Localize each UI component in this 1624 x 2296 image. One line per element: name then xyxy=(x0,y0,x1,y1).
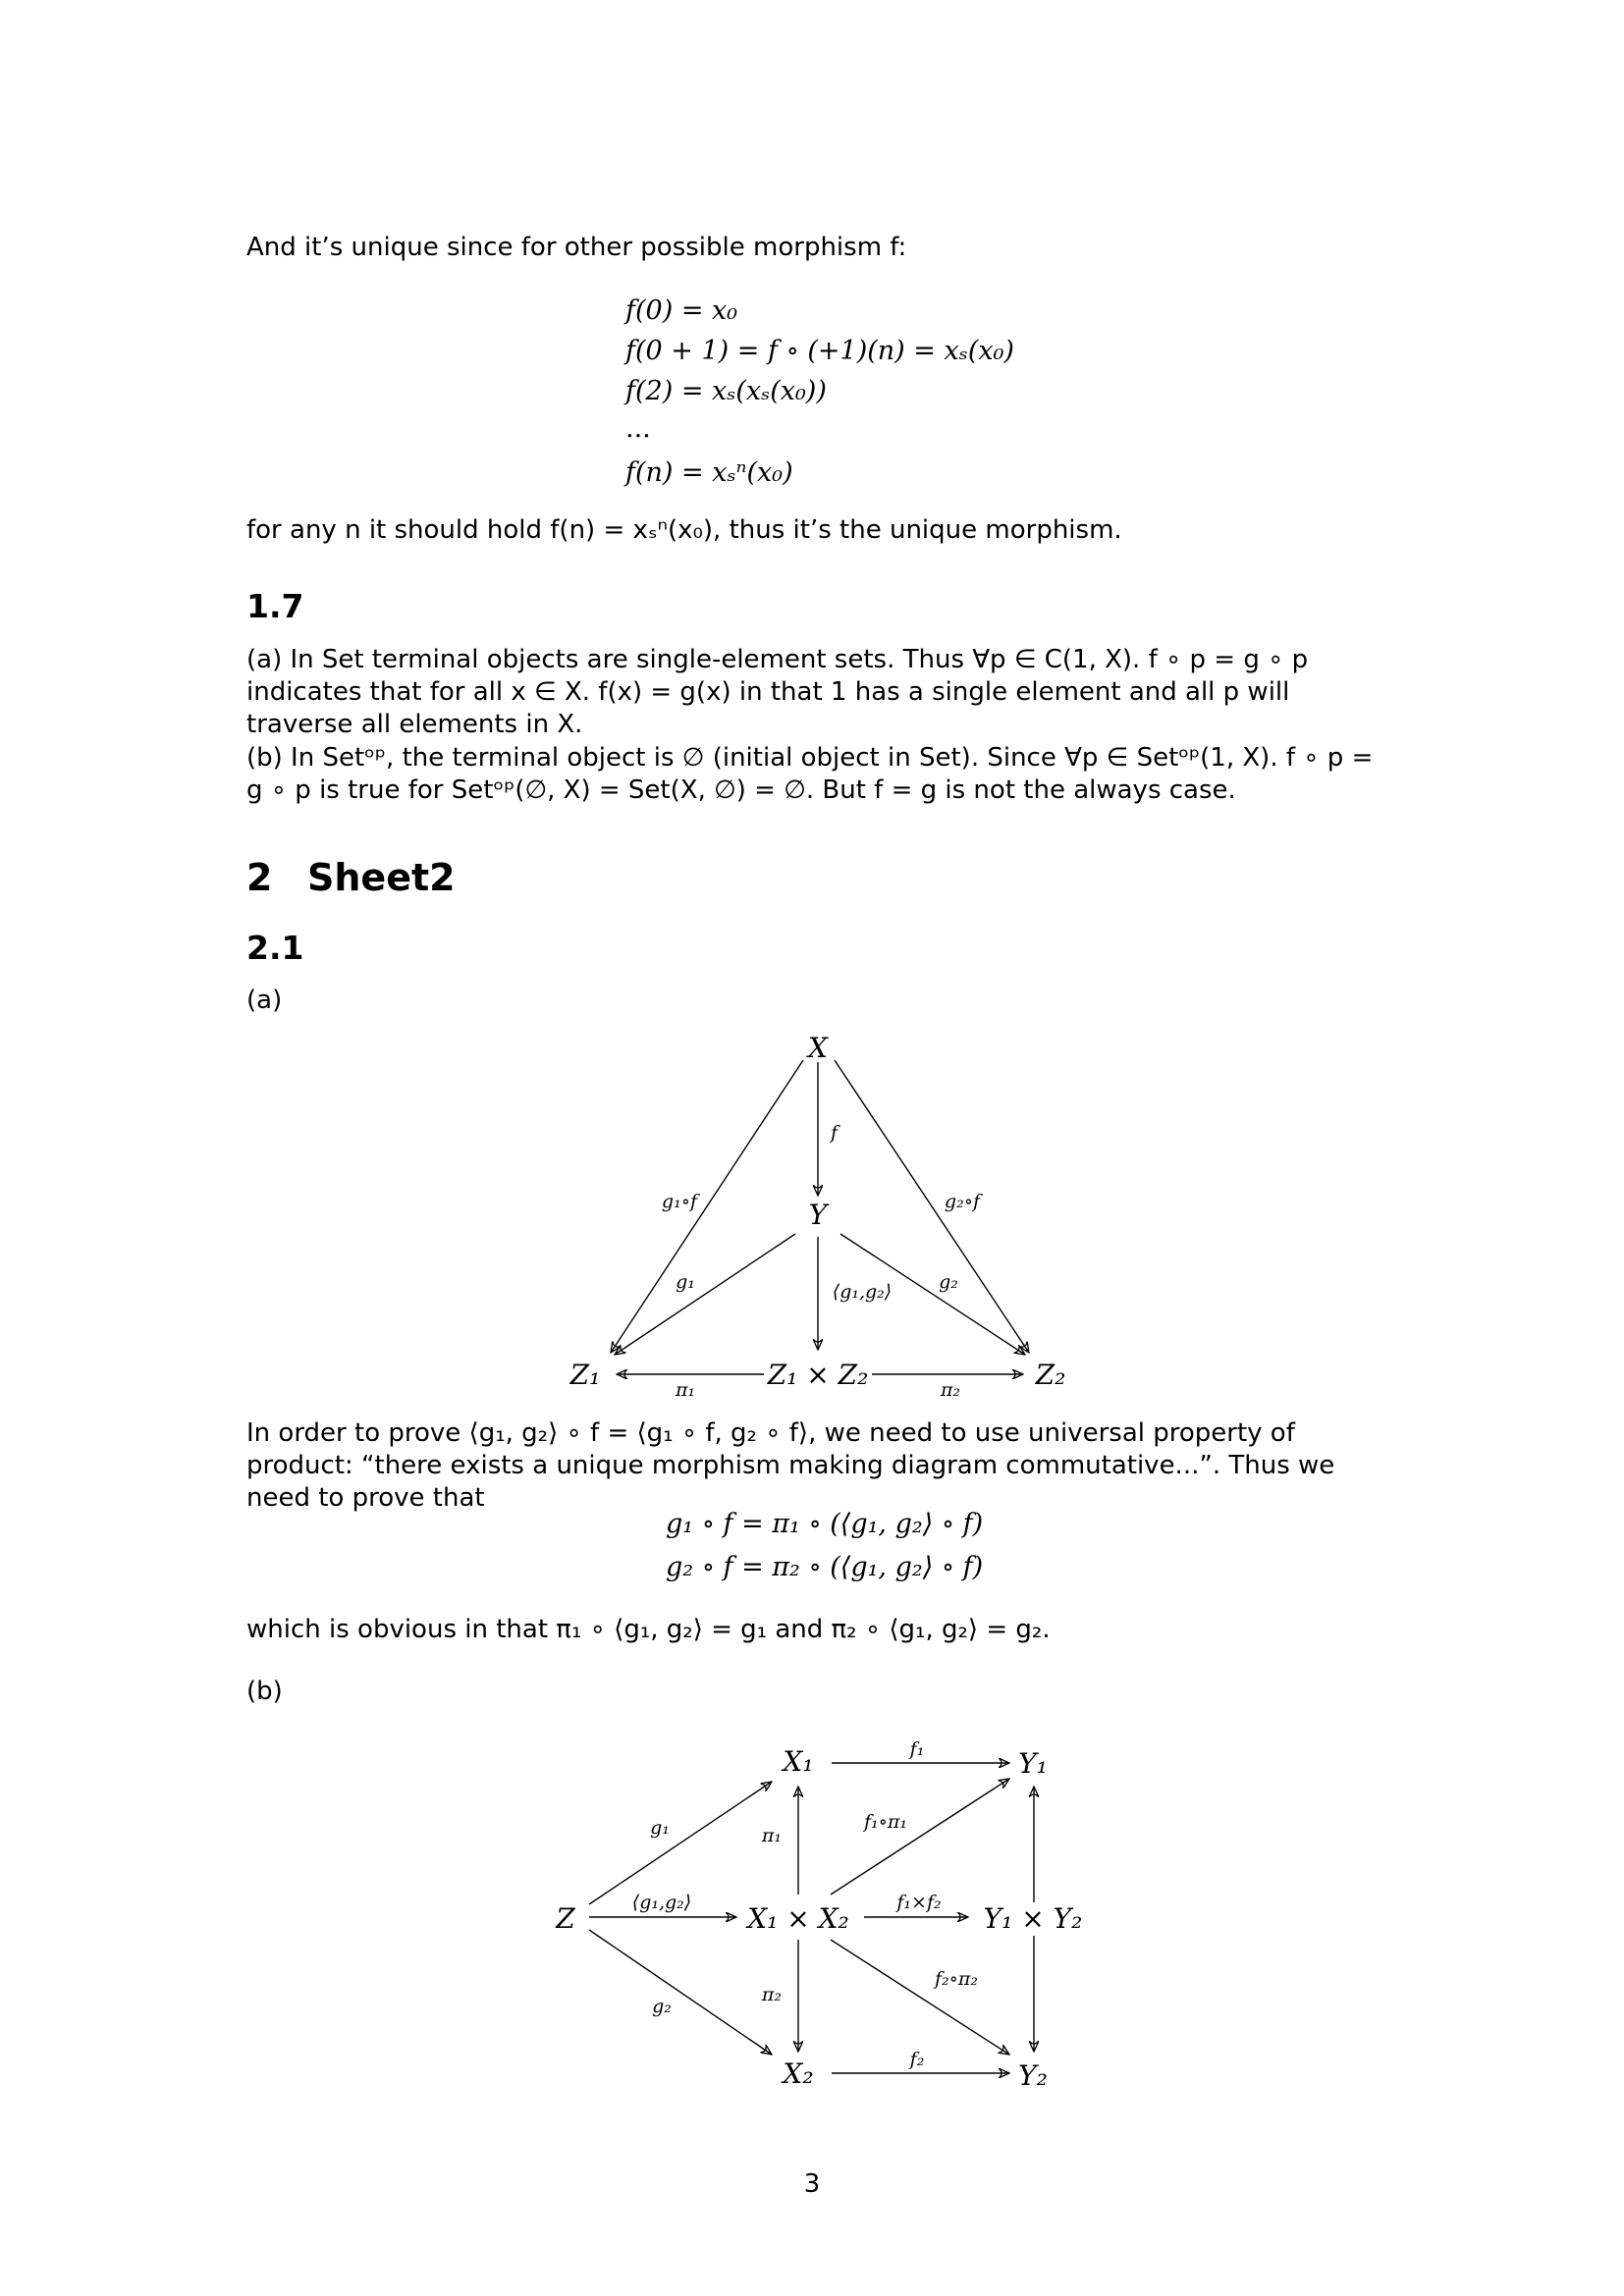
label-b: (b) xyxy=(246,1677,283,1706)
node-Z2: Z₂ xyxy=(1035,1359,1066,1391)
node-X: X xyxy=(808,1032,828,1064)
arrow-g2-b xyxy=(589,1930,772,2055)
node-X1: X₁ xyxy=(783,1745,814,1778)
label-g1: g₁ xyxy=(676,1271,695,1293)
node-Y1xY2: Y₁ × Y₂ xyxy=(983,1902,1083,1935)
obvious-text: which is obvious in that π₁ ∘ ⟨g₁, g₂⟩ = g₁ and π₂ ∘ ⟨g₁, g₂⟩ = g₂. xyxy=(246,1615,1051,1644)
label-f2: f₂ xyxy=(909,2049,925,2070)
label-pi1: π₁ xyxy=(675,1379,696,1401)
label-pairing: ⟨g₁,g₂⟩ xyxy=(832,1281,893,1303)
arrow-f1-circ-pi1 xyxy=(831,1779,1009,1895)
section-2-heading xyxy=(246,856,456,899)
arrow-g1-b xyxy=(589,1782,772,1904)
conclusion-text: for any n it should hold f(n) = xₛⁿ(x₀), thus it’s the unique morphism. xyxy=(246,515,1122,545)
node-Z1xZ2: Z₁ × Z₂ xyxy=(767,1359,869,1391)
label-f1-circ-pi1: f₁∘π₁ xyxy=(863,1811,908,1833)
intro-text xyxy=(246,232,1385,264)
node-Z1: Z₁ xyxy=(569,1359,601,1391)
label-g2-circ-f: g₂∘f xyxy=(944,1191,981,1212)
node-Y1: Y₁ xyxy=(1018,1747,1048,1780)
arrow-g1-circ-f xyxy=(611,1060,803,1353)
label-g2: g₂ xyxy=(939,1271,958,1293)
proof-eq-1: g₁ ∘ f = π₁ ∘ (⟨g₁, g₂⟩ ∘ f) xyxy=(666,1509,984,1539)
eq-line-2: f(0 + 1) = f ∘ (+1)(n) = xₛ(x₀) xyxy=(625,336,1014,366)
proof-eq-2: g₂ ∘ f = π₂ ∘ (⟨g₁, g₂⟩ ∘ f) xyxy=(666,1552,984,1582)
label-a: (a) xyxy=(246,986,283,1015)
section-2-title: Sheet2 xyxy=(307,856,456,899)
node-X2: X₂ xyxy=(783,2057,814,2090)
label-pi1-b: π₁ xyxy=(761,1825,782,1846)
label-f1: f₁ xyxy=(909,1738,925,1760)
eq-line-3: f(2) = xₛ(xₛ(x₀)) xyxy=(625,376,827,406)
commutative-diagram-a xyxy=(550,1031,1100,1404)
label-pi2: π₂ xyxy=(940,1379,961,1401)
commutative-diagram-b xyxy=(530,1728,1100,2101)
arrow-g1 xyxy=(615,1234,795,1355)
label-g1-circ-f: g₁∘f xyxy=(661,1191,698,1212)
proof-paragraph: In order to prove ⟨g₁, g₂⟩ ∘ f = ⟨g₁ ∘ f, g₂ ∘ f⟩, we need to use universal property of product: “there exists a unique morphism making diagram commutative...”. Thus we need to prove that xyxy=(246,1418,1335,1513)
section-2-1-heading: 2.1 xyxy=(246,929,304,967)
node-X1xX2: X₁ × X₂ xyxy=(747,1902,849,1935)
label-g2-b: g₂ xyxy=(652,1996,672,2017)
section-2-number: 2 xyxy=(246,856,273,899)
section-1-7-part-a: (a) In Set terminal objects are single-element sets. Thus ∀p ∈ C(1, X). f ∘ p = g ∘ p indicates that for all x ∈ X. f(x) = g(x) in that 1 has a single element and all p will traverse all elements in X. xyxy=(246,645,1309,739)
eq-line-5: f(n) = xₛⁿ(x₀) xyxy=(625,457,793,488)
node-Y2: Y₂ xyxy=(1018,2059,1048,2092)
label-pairing-b: ⟨g₁,g₂⟩ xyxy=(631,1892,692,1913)
label-f: f xyxy=(831,1122,839,1144)
label-f1xf2: f₁×f₂ xyxy=(896,1892,942,1913)
eq-line-1: f(0) = x₀ xyxy=(625,295,738,326)
label-f2-circ-pi2: f₂∘π₂ xyxy=(934,1968,979,1990)
node-Y: Y xyxy=(808,1199,828,1231)
section-1-7-heading: 1.7 xyxy=(246,587,304,625)
intro-text-content: And it’s unique since for other possible morphism f: xyxy=(246,233,907,262)
arrow-g2-circ-f xyxy=(832,1060,1029,1353)
node-Z: Z xyxy=(556,1902,575,1935)
label-pi2-b: π₂ xyxy=(761,1984,782,2005)
eq-line-4: ... xyxy=(625,413,651,444)
page-number: 3 xyxy=(803,2169,821,2199)
arrow-f2-circ-pi2 xyxy=(831,1940,1009,2055)
label-g1-b: g₁ xyxy=(650,1817,670,1839)
section-1-7-part-b: (b) In Setᵒᵖ, the terminal object is ∅ (initial object in Set). Since ∀p ∈ Setᵒᵖ(1, X). f ∘ p = g ∘ p is true for Setᵒᵖ(∅, X) = Set(X, ∅) = ∅. But f = g is not the always case. xyxy=(246,743,1374,805)
